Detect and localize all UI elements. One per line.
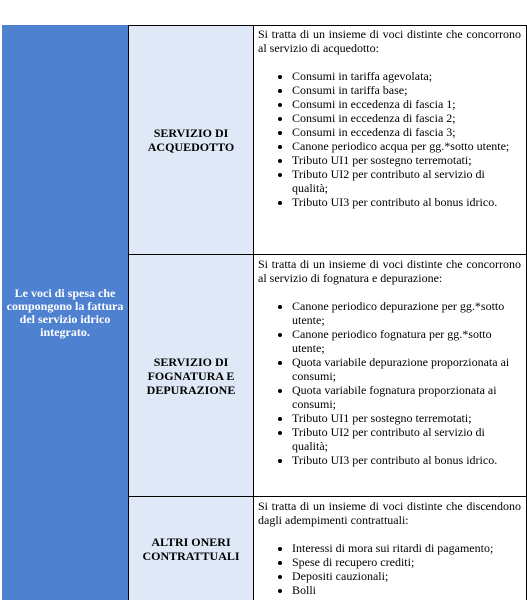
description-intro: Si tratta di un insieme di voci distinte che concorrono al servizio di fognatura e depurazione: xyxy=(258,257,521,285)
list-item: • Consumi in eccedenza di fascia 2; xyxy=(292,111,523,125)
category-label: ALTRI ONERI CONTRATTUALI xyxy=(142,534,240,563)
list-item: • Quota variabile depurazione proporzionata ai consumi; xyxy=(292,355,523,383)
list-item: • Canone periodico fognatura per gg.*sotto utente; xyxy=(292,327,523,355)
category-cell-altri-oneri xyxy=(129,497,253,600)
category-label: SERVIZIO DI ACQUEDOTTO xyxy=(147,125,235,154)
side-header-label: Le voci di spesa che compongono la fattura del servizio idrico integrato. xyxy=(6,285,124,339)
list-item: • Quota variabile fognatura proporzionata ai consumi; xyxy=(292,383,523,411)
list-item: • Tributo UI3 per contributo al bonus idrico. xyxy=(292,453,523,467)
row-divider xyxy=(129,496,527,497)
list-item: • Tributo UI3 per contributo al bonus idrico. xyxy=(292,195,523,209)
column-divider xyxy=(128,25,129,600)
voice-list xyxy=(254,541,527,597)
list-item: • Canone periodico acqua per gg.*sotto utente; xyxy=(292,139,523,153)
side-header-cell xyxy=(2,25,129,600)
list-item: • Consumi in eccedenza di fascia 1; xyxy=(292,97,523,111)
description-cell-altri-oneri xyxy=(254,497,527,600)
column-divider xyxy=(253,25,254,600)
voice-list xyxy=(254,299,527,467)
category-label: SERVIZIO DI FOGNATURA E DEPURAZIONE xyxy=(146,354,236,397)
description-intro: Si tratta di un insieme di voci distinte che discendono dagli adempimenti contrattuali: xyxy=(258,499,521,527)
category-cell-acquedotto xyxy=(129,25,253,254)
description-cell-acquedotto xyxy=(254,25,527,254)
list-item: • Spese di recupero crediti; xyxy=(292,555,523,569)
description-cell-fognatura xyxy=(254,255,527,496)
list-item: • Tributo UI2 per contributo al servizio di qualità; xyxy=(292,167,523,195)
row-divider xyxy=(129,254,527,255)
list-item: • Consumi in tariffa agevolata; xyxy=(292,69,523,83)
list-item: • Consumi in eccedenza di fascia 3; xyxy=(292,125,523,139)
list-item: • Tributo UI1 per sostegno terremotati; xyxy=(292,411,523,425)
list-item: • Interessi di mora sui ritardi di pagamento; xyxy=(292,541,523,555)
voice-list xyxy=(254,69,527,209)
list-item: • Tributo UI2 per contributo al servizio di qualità; xyxy=(292,425,523,453)
list-item: • Tributo UI1 per sostegno terremotati; xyxy=(292,153,523,167)
list-item: • Depositi cauzionali; xyxy=(292,569,523,583)
category-cell-fognatura xyxy=(129,255,253,496)
description-intro: Si tratta di un insieme di voci distinte che concorrono al servizio di acquedotto: xyxy=(258,27,521,55)
list-item: • Consumi in tariffa base; xyxy=(292,83,523,97)
list-item: • Canone periodico depurazione per gg.*sotto utente; xyxy=(292,299,523,327)
list-item: • Bolli xyxy=(292,583,523,597)
row-divider xyxy=(129,25,527,26)
